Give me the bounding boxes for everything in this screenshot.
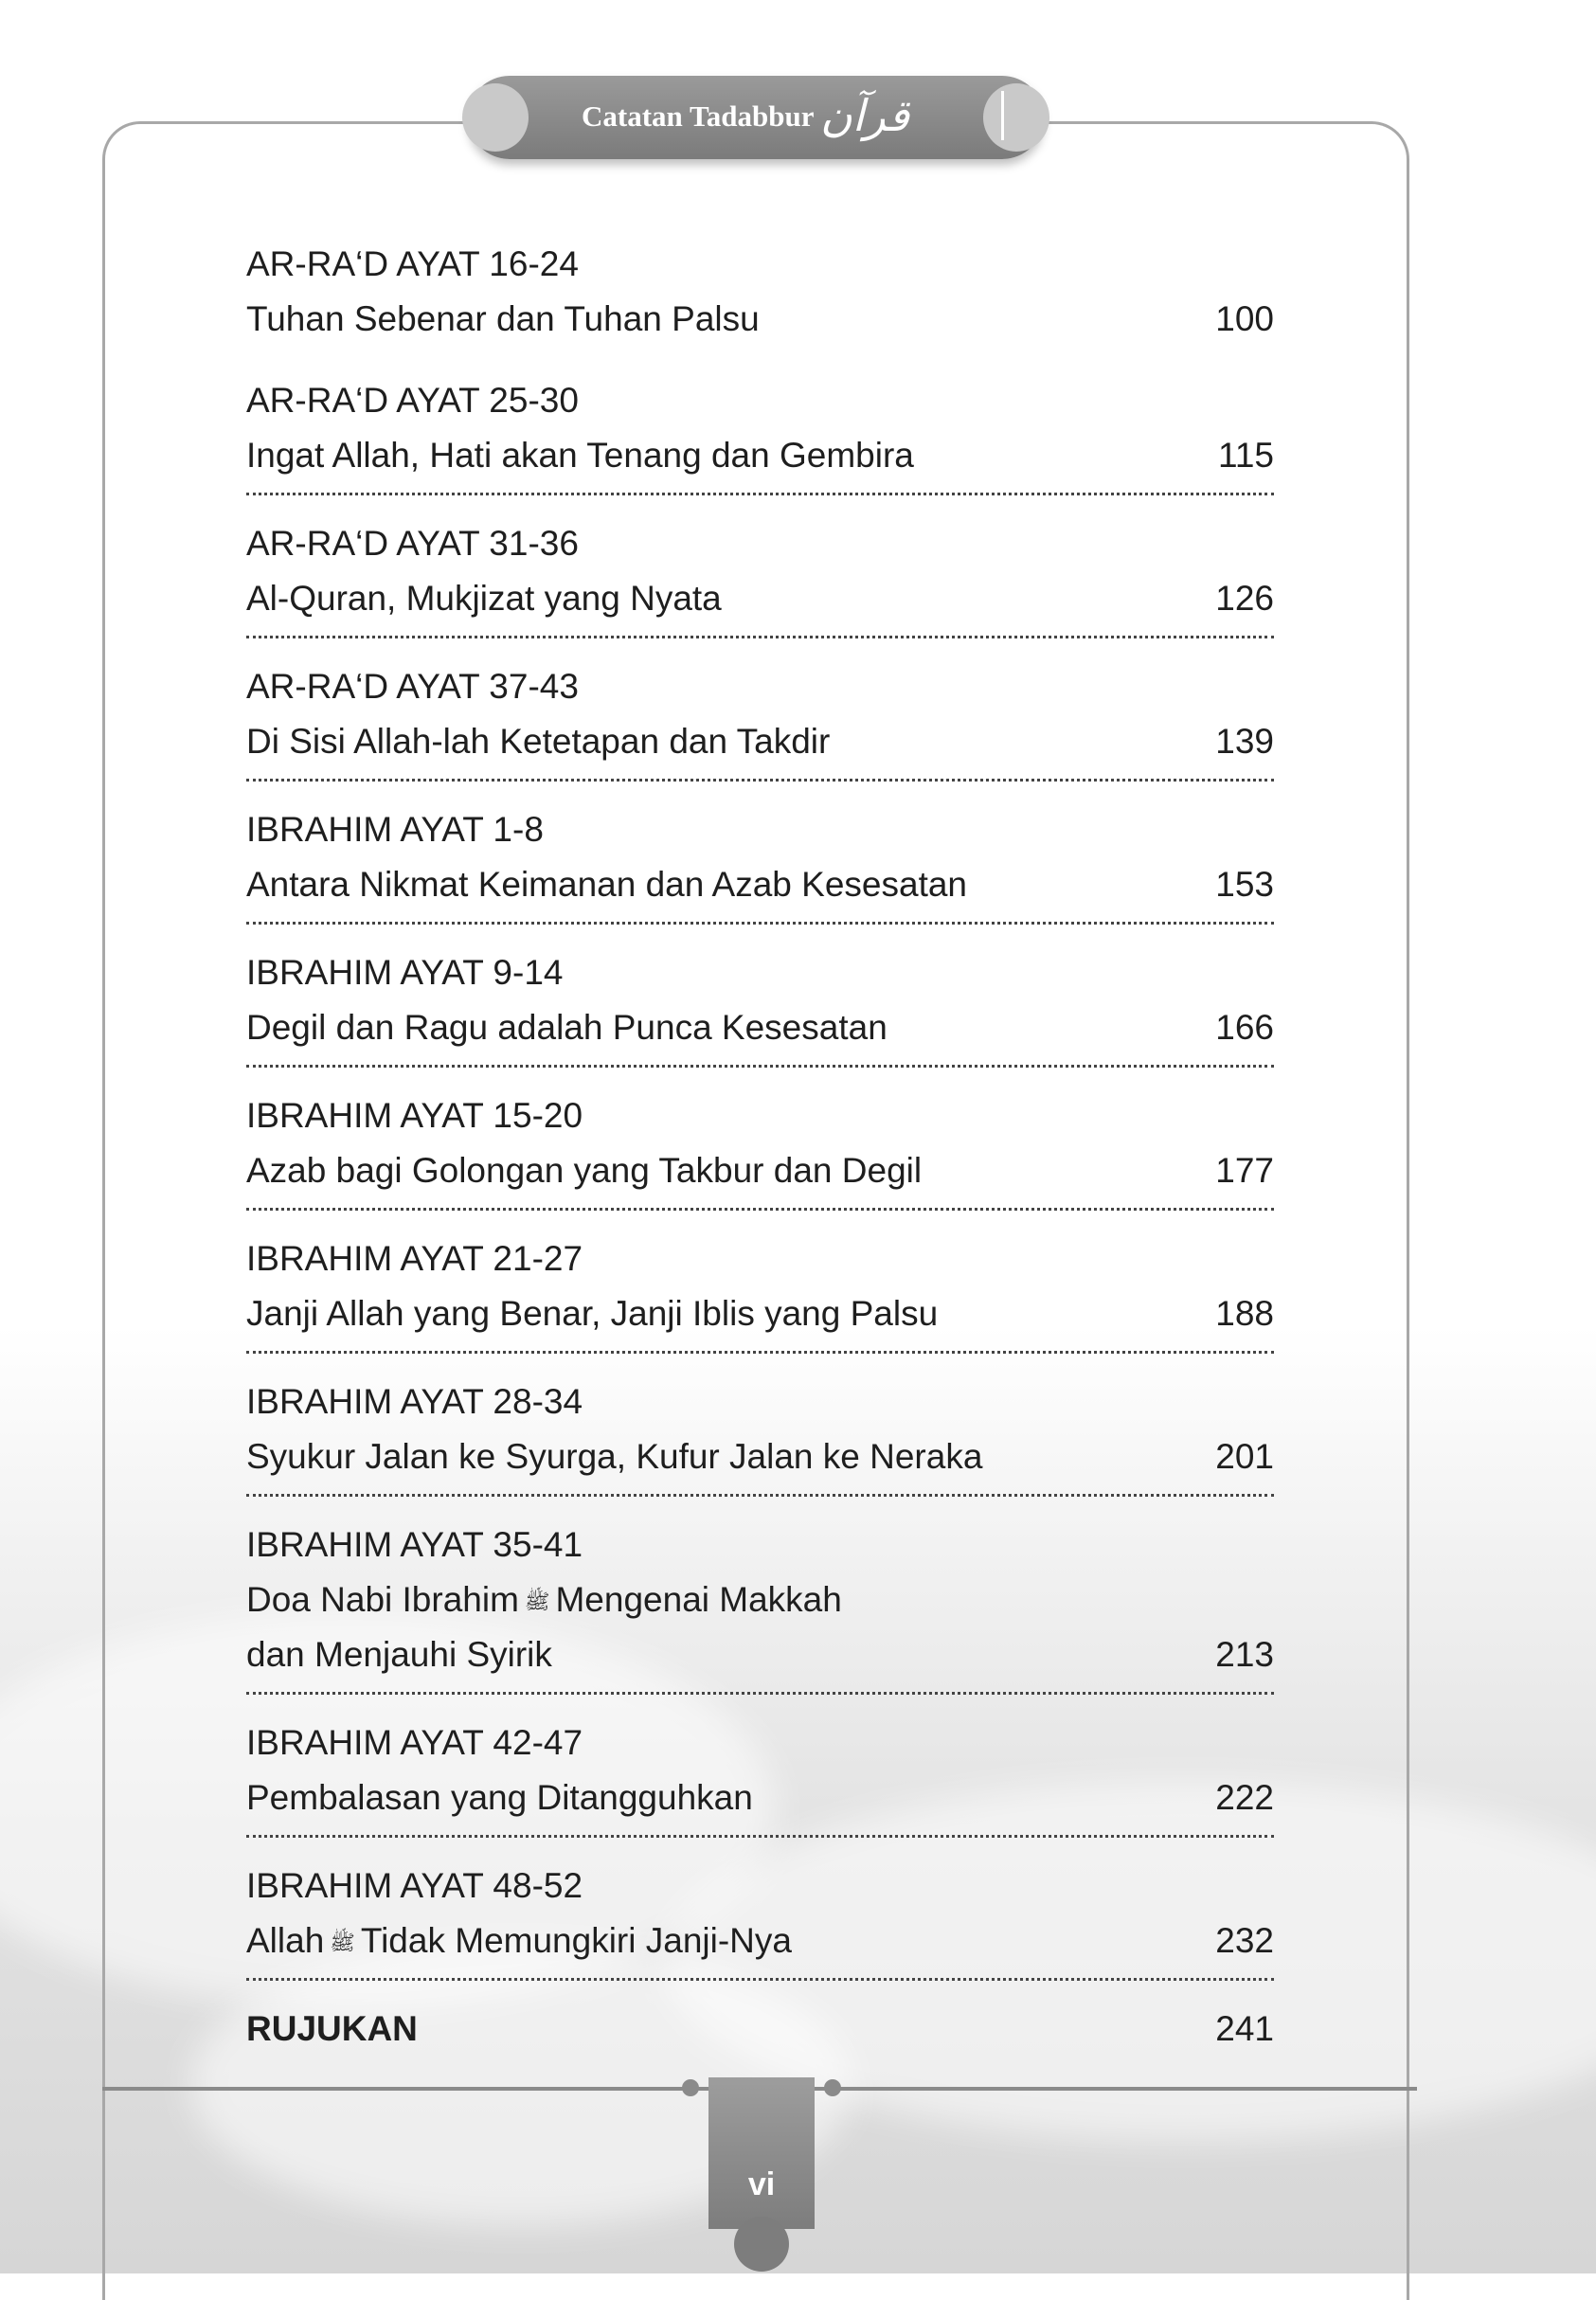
toc-entry: [246, 659, 1274, 782]
page-number-banner: [708, 2077, 815, 2229]
toc-heading: IBRAHIM AYAT 42-47: [246, 1723, 583, 1762]
toc-entry: [246, 1231, 1274, 1354]
toc-heading: IBRAHIM AYAT 28-34: [246, 1382, 583, 1421]
toc-page-number: 232: [1215, 1921, 1274, 1960]
toc-page-number: 177: [1215, 1151, 1274, 1190]
toc-title-part: Tidak Memungkiri Janji-Nya: [360, 1921, 792, 1960]
salawat-icon: ﷺ: [330, 1931, 355, 1955]
footer-rule-knob: [824, 2079, 841, 2096]
toc-page-number: 166: [1215, 1008, 1274, 1047]
toc-title: Degil dan Ragu adalah Punca Kesesatan: [246, 1008, 888, 1047]
toc-heading: AR-RA‘D AYAT 31-36: [246, 524, 579, 563]
toc-heading: IBRAHIM AYAT 9-14: [246, 953, 564, 992]
footer-rule-knob: [682, 2079, 699, 2096]
toc-entry: [246, 802, 1274, 925]
toc-entry: [246, 237, 1274, 356]
header-title: Catatan Tadabbur: [582, 99, 815, 133]
header-arabic-logo: قرآن: [820, 90, 909, 141]
toc-heading: IBRAHIM AYAT 48-52: [246, 1866, 583, 1905]
toc-entry: [246, 516, 1274, 638]
toc-entry: [246, 1859, 1274, 1981]
banner-ornament: [734, 2217, 789, 2272]
toc-page-number: 241: [1215, 2009, 1274, 2048]
toc-title: Janji Allah yang Benar, Janji Iblis yang Palsu: [246, 1294, 939, 1333]
toc-entry: [246, 1088, 1274, 1211]
toc-title: Ingat Allah, Hati akan Tenang dan Gembira: [246, 436, 914, 475]
toc-entry: [246, 373, 1274, 495]
toc-page-number: 100: [1215, 299, 1274, 338]
toc-title-part: Allah: [246, 1921, 325, 1960]
toc-heading: IBRAHIM AYAT 1-8: [246, 810, 544, 849]
toc-entry: [246, 1716, 1274, 1838]
toc-entry: [246, 945, 1274, 1068]
toc-title: Azab bagi Golongan yang Takbur dan Degil: [246, 1151, 923, 1190]
toc-title-part: Doa Nabi Ibrahim: [246, 1580, 519, 1619]
table-of-contents: [246, 237, 1274, 2083]
toc-heading: IBRAHIM AYAT 15-20: [246, 1096, 583, 1135]
toc-title: Antara Nikmat Keimanan dan Azab Kesesatan: [246, 865, 968, 904]
toc-page-number: 213: [1215, 1635, 1274, 1674]
toc-page-number: 126: [1215, 579, 1274, 618]
toc-heading: AR-RA‘D AYAT 25-30: [246, 381, 579, 420]
page-number: vi: [747, 2166, 776, 2202]
running-header: [468, 76, 1044, 159]
toc-entry: [246, 2002, 1274, 2066]
toc-page-number: 201: [1215, 1437, 1274, 1476]
toc-title: Syukur Jalan ke Syurga, Kufur Jalan ke Neraka: [246, 1437, 983, 1476]
toc-title-part: Mengenai Makkah: [555, 1580, 842, 1619]
toc-title: Pembalasan yang Ditangguhkan: [246, 1778, 753, 1817]
toc-page-number: 115: [1218, 436, 1274, 475]
toc-entry: [246, 1375, 1274, 1497]
toc-heading: AR-RA‘D AYAT 37-43: [246, 667, 579, 706]
toc-heading: IBRAHIM AYAT 35-41: [246, 1525, 583, 1564]
toc-title: Di Sisi Allah-lah Ketetapan dan Takdir: [246, 722, 831, 761]
toc-page-number: 139: [1215, 722, 1274, 761]
header-divider: [1001, 91, 1004, 140]
toc-title-part: dan Menjauhi Syirik: [246, 1635, 552, 1674]
toc-title: Al-Quran, Mukjizat yang Nyata: [246, 579, 722, 618]
toc-title: Tuhan Sebenar dan Tuhan Palsu: [246, 299, 760, 338]
toc-entry: [246, 1518, 1274, 1695]
salawat-icon: ﷺ: [524, 1590, 550, 1614]
toc-page-number: 153: [1215, 865, 1274, 904]
toc-heading: RUJUKAN: [246, 2009, 418, 2048]
toc-page-number: 188: [1215, 1294, 1274, 1333]
toc-heading: IBRAHIM AYAT 21-27: [246, 1239, 583, 1278]
toc-page-number: 222: [1215, 1778, 1274, 1817]
toc-heading: AR-RA‘D AYAT 16-24: [246, 244, 579, 283]
